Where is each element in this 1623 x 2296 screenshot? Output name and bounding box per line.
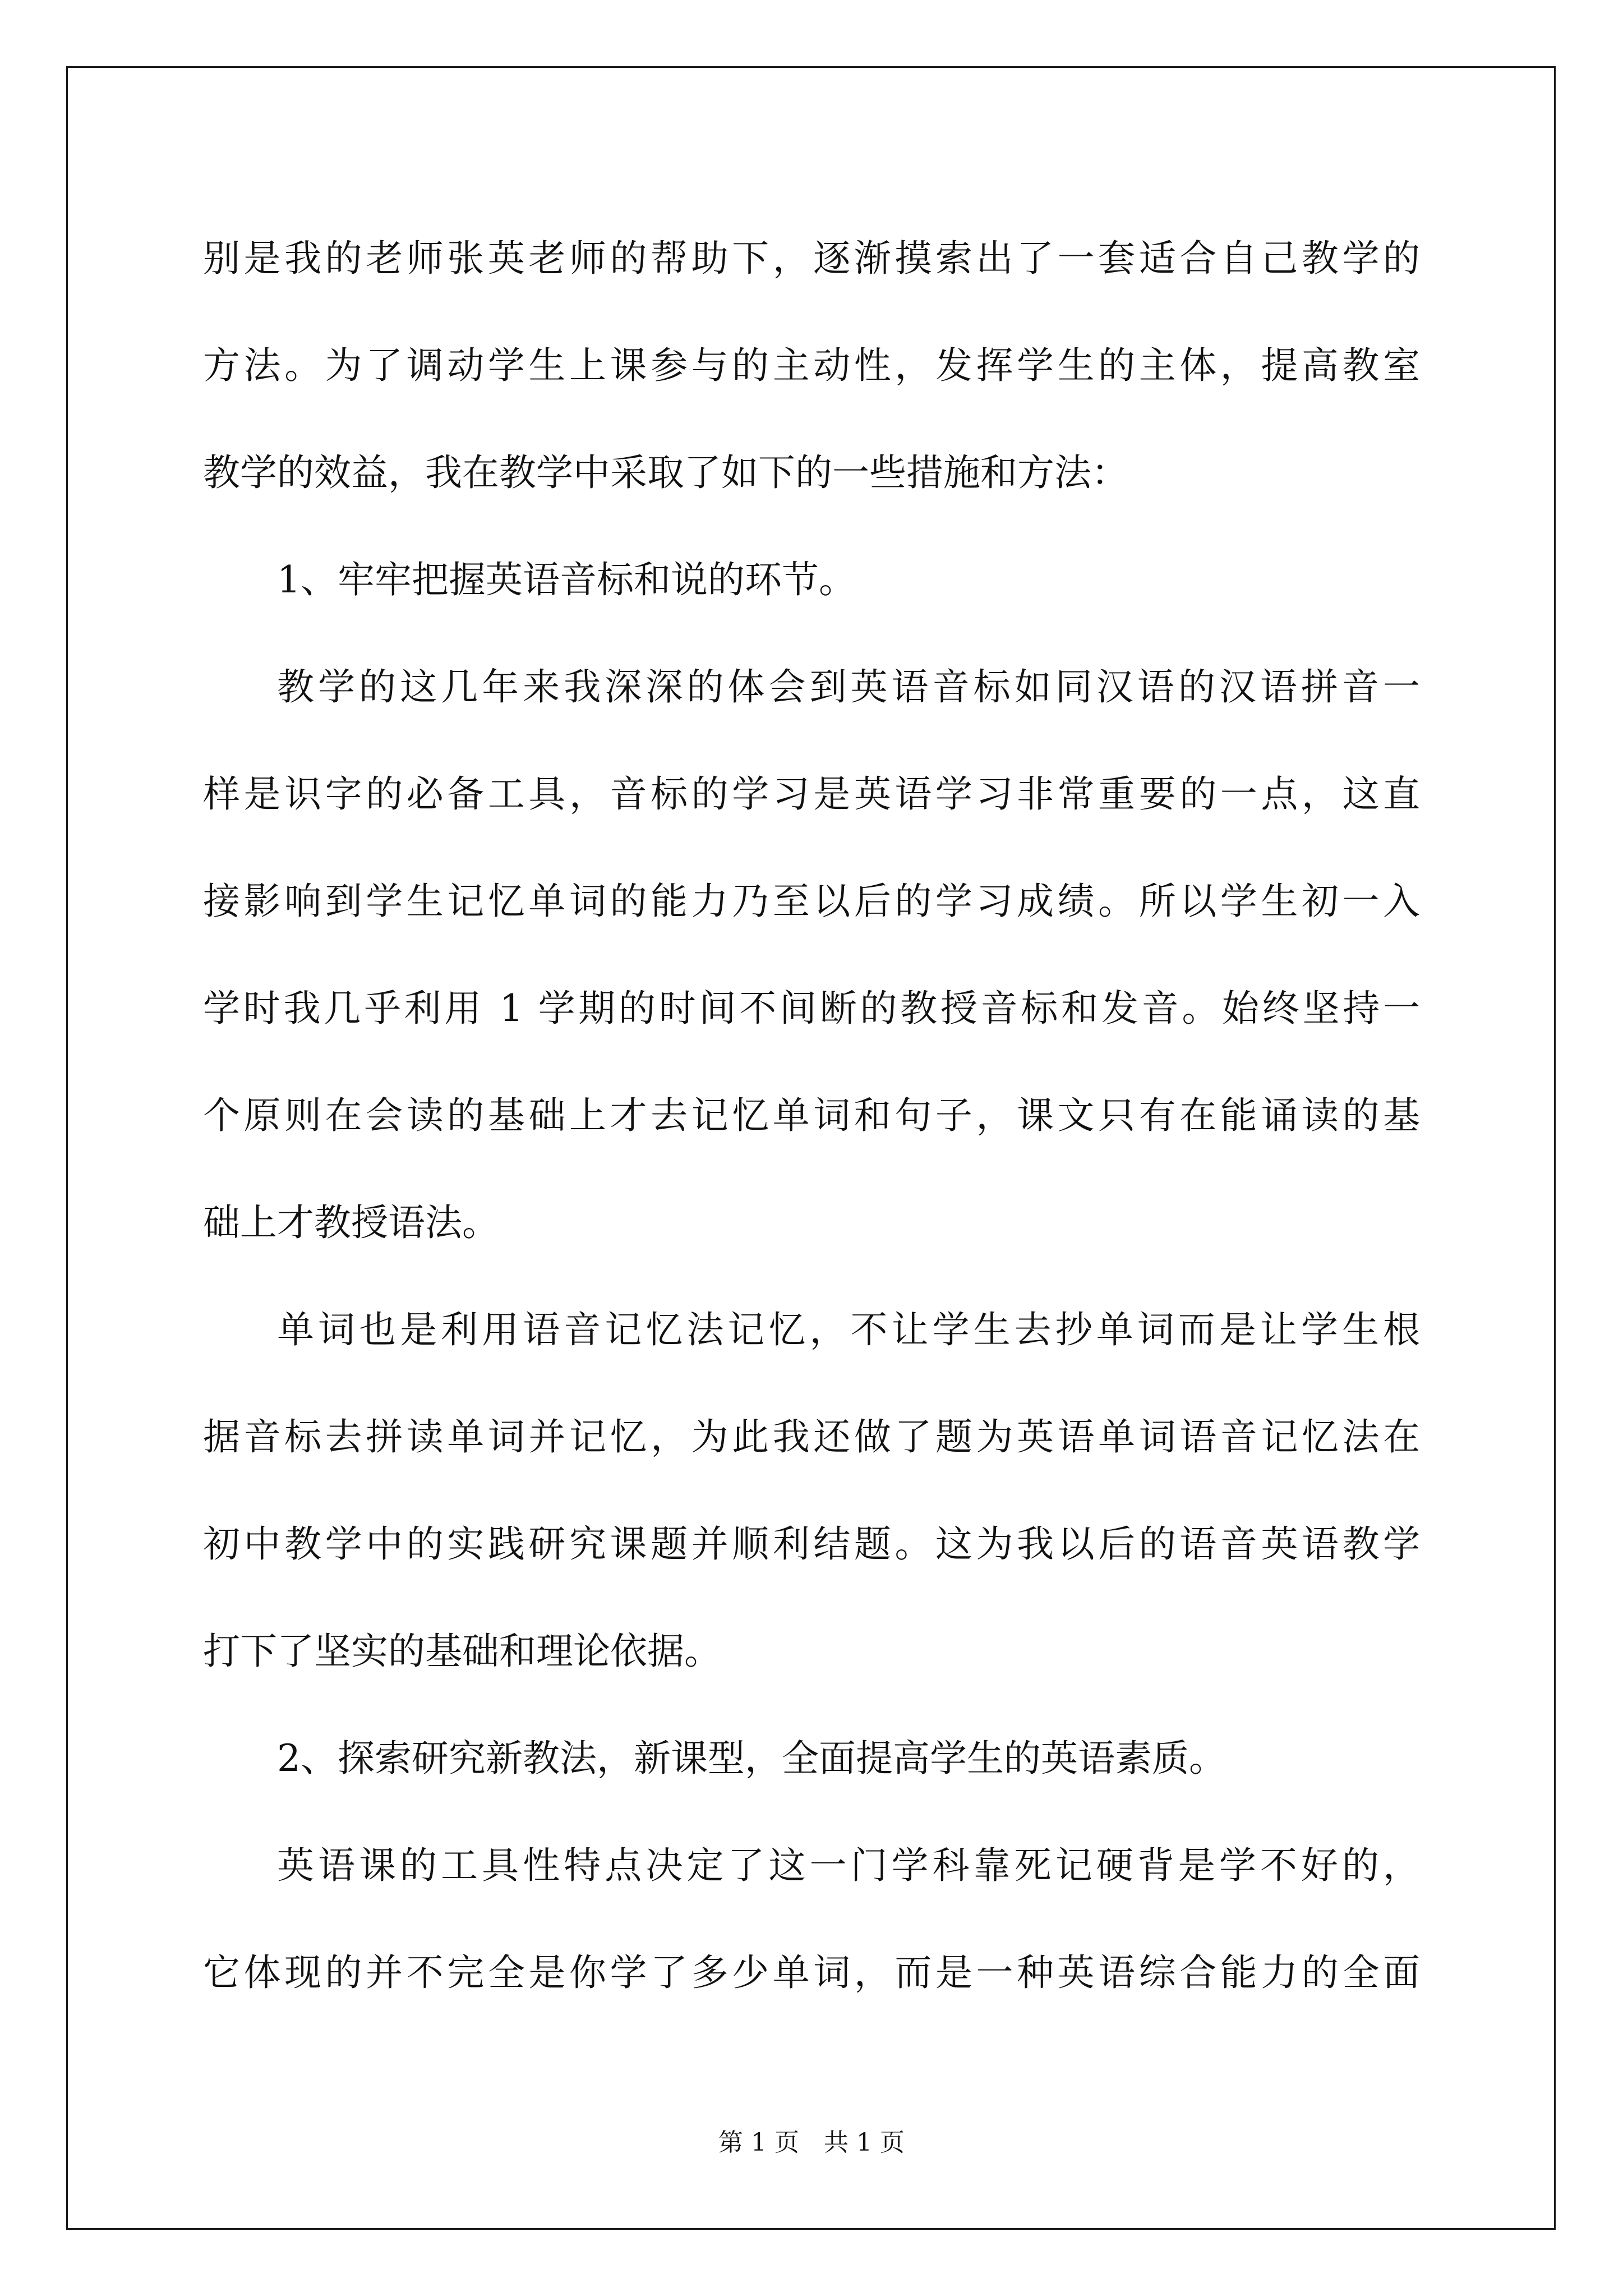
text-line: 个原则在会读的基础上才去记忆单词和句子，课文只有在能诵读的基 bbox=[203, 1094, 1420, 1137]
page-footer: 第 1 页 共 1 页 bbox=[718, 2128, 905, 2157]
text-line: 初中教学中的实践研究课题并顺利结题。这为我以后的语音英语教学 bbox=[203, 1522, 1420, 1566]
text-line: 教学的这几年来我深深的体会到英语音标如同汉语的汉语拼音一 bbox=[277, 665, 1420, 708]
text-line: 英语课的工具性特点决定了这一门学科靠死记硬背是学不好的， bbox=[277, 1844, 1420, 1887]
text-line: 学时我几乎利用 1 学期的时间不间断的教授音标和发音。始终坚持一 bbox=[203, 987, 1420, 1030]
text-line: 打下了坚实的基础和理论依据。 bbox=[203, 1630, 721, 1673]
text-line: 别是我的老师张英老师的帮助下，逐渐摸索出了一套适合自己教学的 bbox=[203, 237, 1420, 280]
text-line: 据音标去拼读单词并记忆，为此我还做了题为英语单词语音记忆法在 bbox=[203, 1415, 1420, 1458]
text-line: 教学的效益，我在教学中采取了如下的一些措施和方法： bbox=[203, 451, 1128, 494]
text-line: 接影响到学生记忆单词的能力乃至以后的学习成绩。所以学生初一入 bbox=[203, 880, 1420, 923]
text-line: 它体现的并不完全是你学了多少单词，而是一种英语综合能力的全面 bbox=[203, 1951, 1420, 1994]
document-body bbox=[203, 205, 1420, 2026]
text-line: 础上才教授语法。 bbox=[203, 1201, 499, 1244]
text-line: 1、牢牢把握英语音标和说的环节。 bbox=[277, 558, 856, 601]
text-line: 2、探索研究新教法，新课型，全面提高学生的英语素质。 bbox=[277, 1737, 1226, 1780]
text-line: 样是识字的必备工具，音标的学习是英语学习非常重要的一点，这直 bbox=[203, 772, 1420, 816]
text-line: 方法。为了调动学生上课参与的主动性，发挥学生的主体，提高教室 bbox=[203, 344, 1420, 387]
text-line: 单词也是利用语音记忆法记忆，不让学生去抄单词而是让学生根 bbox=[277, 1308, 1420, 1351]
